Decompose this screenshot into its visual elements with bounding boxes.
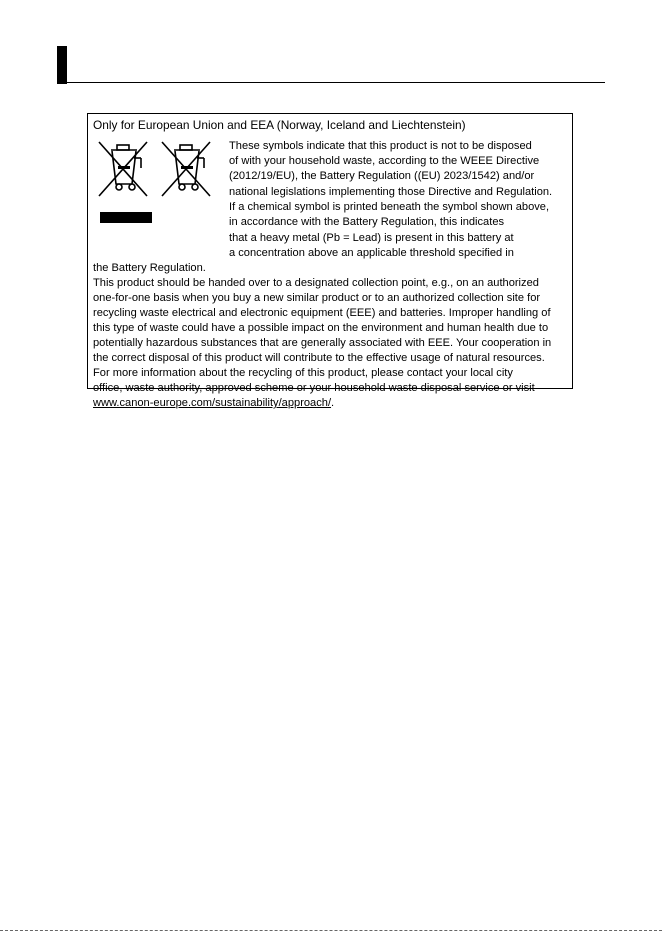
weee-notice-box: [87, 113, 573, 409]
page-bottom-rule: [0, 930, 662, 931]
notice-text-line: a concentration above an applicable threshold specified in: [229, 247, 514, 259]
chemical-symbol-placeholder: [100, 212, 152, 223]
notice-text-line: office, waste authority, approved scheme or your household waste disposal service or visit: [93, 382, 535, 394]
notice-text-line: (2012/19/EU), the Battery Regulation ((EU) 2023/1542) and/or: [229, 170, 535, 182]
notice-text-line: one-for-one basis when you buy a new similar product or to an authorized collection site for: [93, 292, 541, 304]
crossed-out-wheeled-bin-icon: [160, 140, 212, 198]
notice-text-line: this type of waste could have a possible impact on the environment and human health due to: [93, 322, 549, 334]
notice-text-line: the Battery Regulation.: [93, 262, 206, 274]
notice-text-line: This product should be handed over to a designated collection point, e.g., on an authorized: [93, 277, 539, 289]
notice-text-line: in accordance with the Battery Regulation, this indicates: [229, 216, 505, 228]
canon-sustainability-link[interactable]: www.canon-europe.com/sustainability/approach/: [93, 397, 332, 409]
crossed-out-wheeled-bin-icon: [97, 140, 149, 198]
notice-link-line: [93, 396, 334, 411]
notice-text-line: If a chemical symbol is printed beneath the symbol shown above,: [229, 201, 550, 213]
notice-text-line: For more information about the recycling of this product, please contact your local city: [93, 367, 513, 379]
notice-text-line: potentially hazardous substances that are generally associated with EEE. Your cooperation in: [93, 337, 552, 349]
notice-text-line: These symbols indicate that this product is not to be disposed: [229, 140, 532, 152]
notice-title: Only for European Union and EEA (Norway, Iceland and Liechtenstein): [93, 118, 466, 132]
notice-text-line: recycling waste electrical and electronic equipment (EEE) and batteries. Improper handling of: [93, 307, 551, 319]
notice-text-line: of with your household waste, according to the WEEE Directive: [229, 155, 540, 167]
notice-text-line: national legislations implementing those Directive and Regulation.: [229, 186, 553, 198]
link-suffix: .: [331, 397, 335, 409]
section-heading-marker: [57, 46, 67, 84]
notice-text-line: that a heavy metal (Pb = Lead) is present in this battery at: [229, 232, 514, 244]
section-heading-rule: [67, 82, 605, 83]
notice-text-line: the correct disposal of this product will contribute to the effective usage of natural resources.: [93, 352, 545, 364]
